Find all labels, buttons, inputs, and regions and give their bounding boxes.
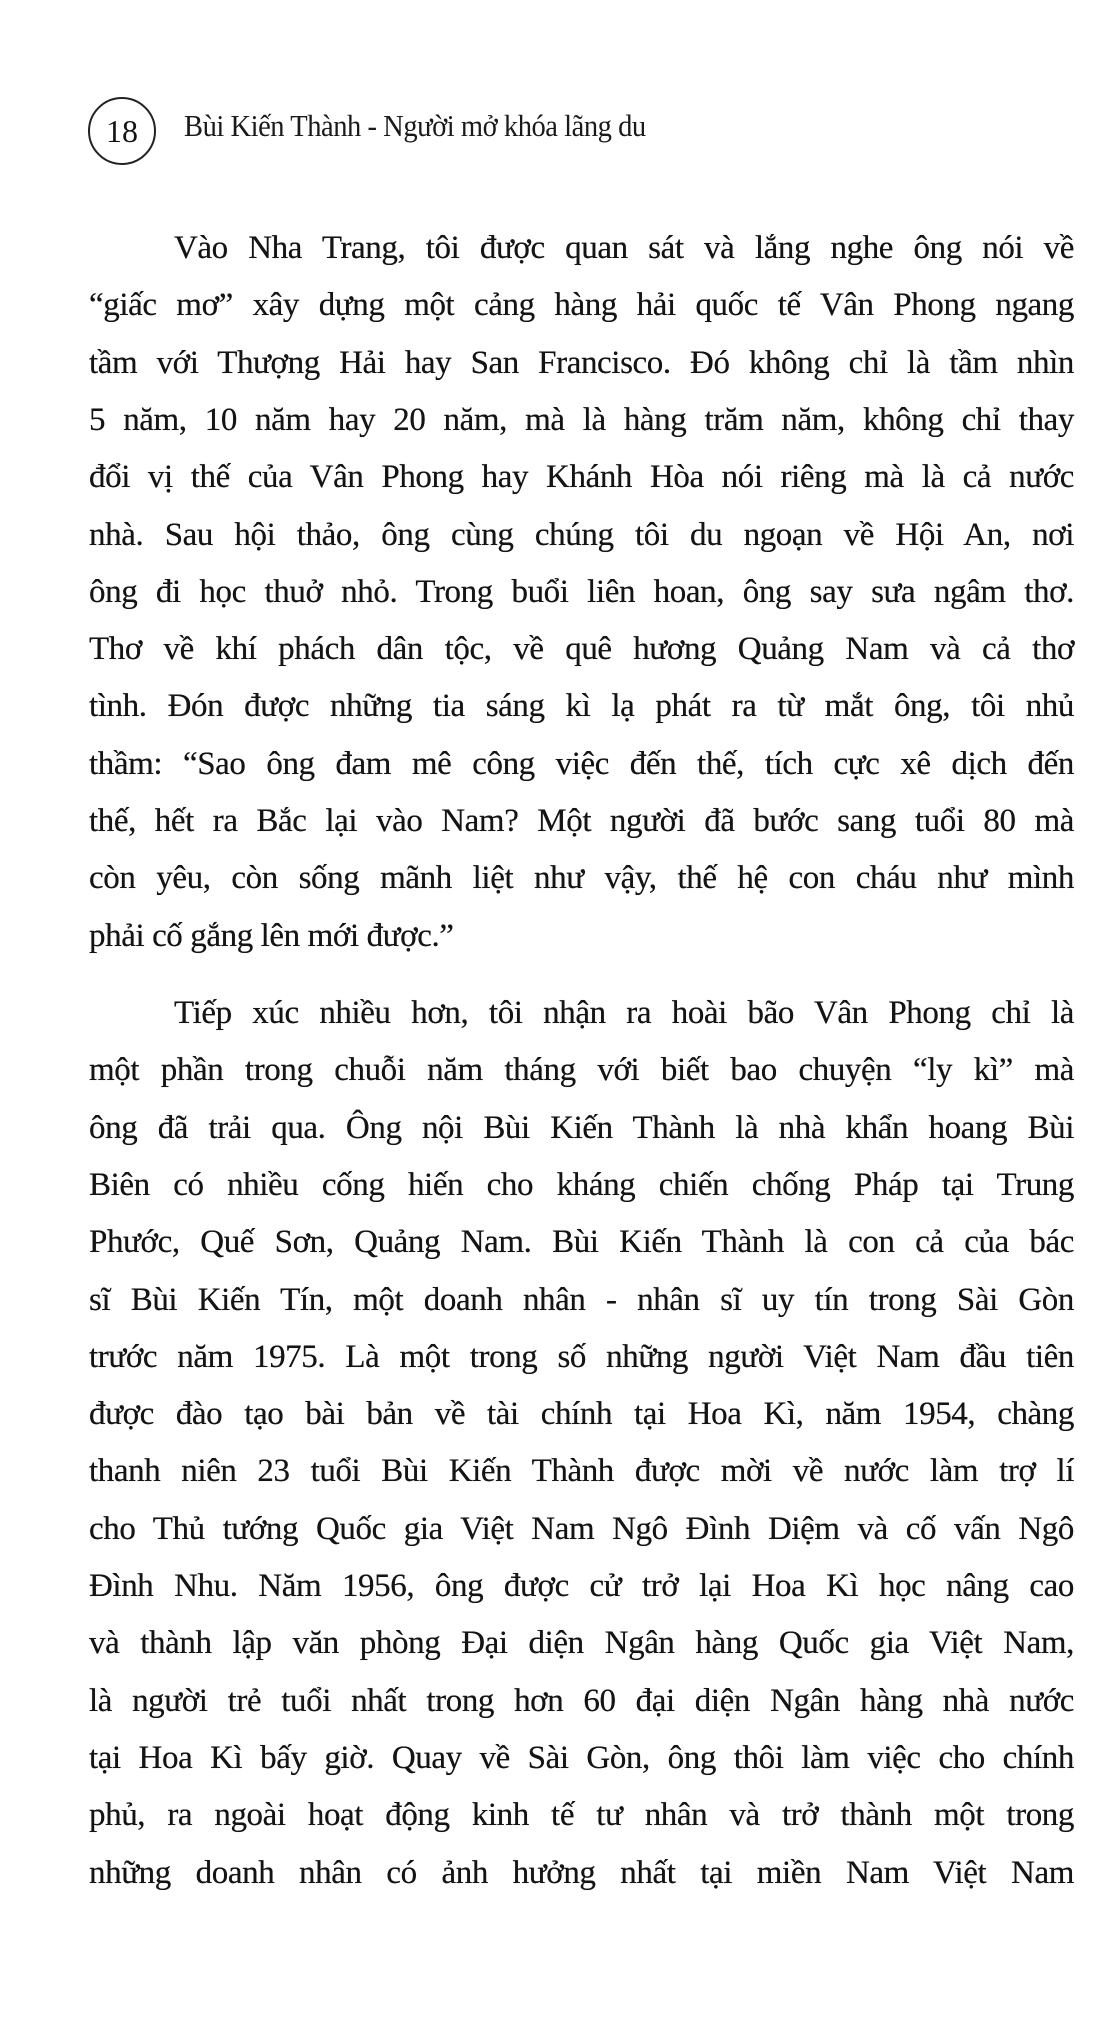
text-line: tại Hoa Kì bấy giờ. Quay về Sài Gòn, ông thôi làm việc cho chính xyxy=(89,1739,1074,1776)
text-line: Phước, Quế Sơn, Quảng Nam. Bùi Kiến Thành là con cả của bác xyxy=(89,1224,1074,1261)
text-line: một phần trong chuỗi năm tháng với biết bao chuyện “ly kì” mà xyxy=(89,1052,1074,1089)
text-line: “giấc mơ” xây dựng một cảng hàng hải quốc tế Vân Phong ngang xyxy=(89,287,1074,324)
text-line: những doanh nhân có ảnh hưởng nhất tại miền Nam Việt Nam xyxy=(89,1854,1074,1891)
text-line: được đào tạo bài bản về tài chính tại Hoa Kì, năm 1954, chàng xyxy=(89,1396,1074,1433)
text-line: cho Thủ tướng Quốc gia Việt Nam Ngô Đình Diệm và cố vấn Ngô xyxy=(89,1510,1074,1547)
running-title: Bùi Kiến Thành - Người mở khóa lãng du xyxy=(184,108,646,143)
page-number-text: 18 xyxy=(106,112,138,149)
text-line: ông đã trải qua. Ông nội Bùi Kiến Thành là nhà khẩn hoang Bùi xyxy=(89,1109,1074,1146)
text-line: thanh niên 23 tuổi Bùi Kiến Thành được mời về nước làm trợ lí xyxy=(89,1453,1074,1490)
text-line: ông đi học thuở nhỏ. Trong buổi liên hoan, ông say sưa ngâm thơ. xyxy=(89,573,1074,610)
text-line: thế, hết ra Bắc lại vào Nam? Một người đã bước sang tuổi 80 mà xyxy=(89,803,1074,839)
text-line: Thơ về khí phách dân tộc, về quê hương Quảng Nam và cả thơ xyxy=(89,631,1074,668)
text-line: Vào Nha Trang, tôi được quan sát và lắng nghe ông nói về xyxy=(174,230,1074,266)
text-line: 5 năm, 10 năm hay 20 năm, mà là hàng trăm năm, không chỉ thay xyxy=(89,401,1074,438)
text-line: phủ, ra ngoài hoạt động kinh tế tư nhân và trở thành một trong xyxy=(89,1797,1074,1834)
text-line: là người trẻ tuổi nhất trong hơn 60 đại diện Ngân hàng nhà nước xyxy=(89,1682,1074,1719)
text-line: còn yêu, còn sống mãnh liệt như vậy, thế hệ con cháu như mình xyxy=(89,860,1074,897)
text-line: trước năm 1975. Là một trong số những người Việt Nam đầu tiên xyxy=(89,1338,1074,1375)
page-number xyxy=(88,97,156,165)
text-line: nhà. Sau hội thảo, ông cùng chúng tôi du ngoạn về Hội An, nơi xyxy=(89,516,1074,553)
text-line: phải cố gắng lên mới được.” xyxy=(89,917,454,954)
text-line: sĩ Bùi Kiến Tín, một doanh nhân - nhân sĩ uy tín trong Sài Gòn xyxy=(89,1281,1074,1318)
text-line: và thành lập văn phòng Đại diện Ngân hàng Quốc gia Việt Nam, xyxy=(89,1625,1074,1662)
text-line: tầm với Thượng Hải hay San Francisco. Đó không chỉ là tầm nhìn xyxy=(89,344,1074,381)
text-line: Biên có nhiều cống hiến cho kháng chiến chống Pháp tại Trung xyxy=(89,1166,1074,1203)
text-line: Đình Nhu. Năm 1956, ông được cử trở lại Hoa Kì học nâng cao xyxy=(89,1568,1074,1604)
text-line: thầm: “Sao ông đam mê công việc đến thế, tích cực xê dịch đến xyxy=(89,745,1074,782)
text-line: Tiếp xúc nhiều hơn, tôi nhận ra hoài bão Vân Phong chỉ là xyxy=(174,995,1074,1031)
text-line: đổi vị thế của Vân Phong hay Khánh Hòa nói riêng mà là cả nước xyxy=(89,459,1074,496)
text-line: tình. Đón được những tia sáng kì lạ phát ra từ mắt ông, tôi nhủ xyxy=(89,688,1074,725)
